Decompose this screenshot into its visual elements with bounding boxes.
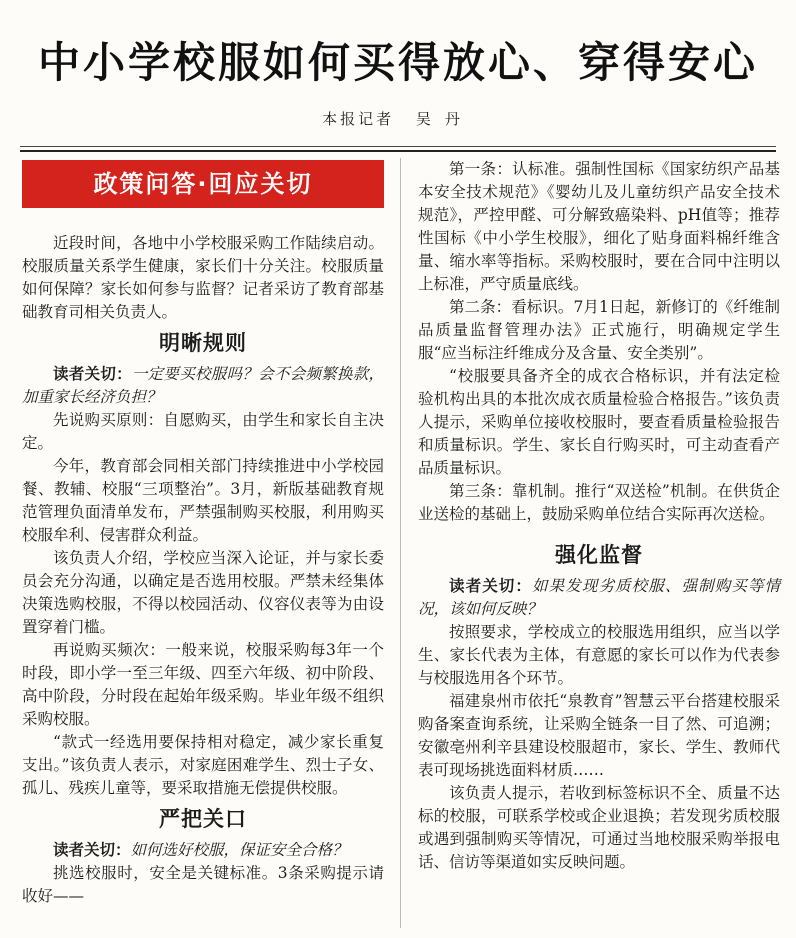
reader-question-1 — [22, 362, 384, 409]
intro-paragraph: 近段时间，各地中小学校服采购工作陆续启动。校服质量关系学生健康，家长们十分关注。校服质量如何保障？家长如何参与监督？记者采访了教育部基础教育司相关负责人。 — [22, 234, 384, 321]
section-banner: 政策问答·回应关切 — [22, 160, 384, 208]
question-text: 如何选好校服，保证安全合格？ — [130, 841, 348, 859]
body-paragraph: 挑选校服时，安全是关键标准。3条采购提示请收好—— — [22, 864, 384, 905]
section-heading-2: 严把关口 — [159, 807, 247, 831]
body-paragraph: 该负责人提示，若收到标签标识不全、质量不达标的校服，可联系学校或企业退换；若发现劣质校服或遇到强制购买等情况，可通过当地校服采购举报电话、信访等渠道如实反映问题。 — [418, 784, 780, 871]
body-paragraph: 今年，教育部会同相关部门持续推进中小学校园餐、教辅、校服“三项整治”。3月，新版基础教育规范管理负面清单发布，严禁强制购买校服，利用购买校服牟利、侵害群众利益。 — [22, 457, 384, 544]
body-paragraph: 第三条：靠机制。推行“双送检”机制。在供货企业送检的基础上，鼓励采购单位结合实际再次送检。 — [418, 482, 780, 523]
headline: 中小学校服如何买得放心、穿得安心 — [37, 38, 758, 87]
body-paragraph: 先说购买原则：自愿购买，由学生和家长自主决定。 — [22, 411, 384, 452]
section-heading-1: 明晰规则 — [159, 331, 247, 355]
body-paragraph: 再说购买频次：一般来说，校服采购每3年一个时段，即小学一至三年级、四至六年级、初中阶段、高中阶段，分时段在起始年级采购。毕业年级不组织采购校服。 — [22, 641, 384, 728]
body-paragraph: 第二条：看标识。7月1日起，新修订的《纤维制品质量监督管理办法》正式施行，明确规定学生服“应当标注纤维成分及含量、安全类别”。 — [418, 298, 780, 362]
question-text: 如果发现劣质校服、强制购买等情况，该如何反映？ — [418, 577, 780, 618]
body-paragraph: “款式一经选用要保持相对稳定，减少家长重复支出。”该负责人表示，对家庭困难学生、烈士子女、孤儿、残疾儿童等，要采取措施无偿提供校服。 — [22, 733, 384, 797]
column-divider — [400, 158, 401, 928]
right-column — [418, 158, 780, 874]
question-label: 读者关切： — [449, 576, 533, 595]
header-rule-thick — [20, 150, 776, 152]
header-rule-thin — [20, 146, 776, 147]
left-column — [22, 158, 384, 908]
body-paragraph: 该负责人介绍，学校应当深入论证，并与家长委员会充分沟通，以确定是否选用校服。严禁未经集体决策选购校服，不得以校园活动、仪容仪表等为由设置穿着门槛。 — [22, 549, 384, 636]
body-paragraph: “校服要具备齐全的成衣合格标识，并有法定检验机构出具的本批次成衣质量检验合格报告。”该负责人提示，采购单位接收校服时，要查看质量检验报告和质量标识。学生、家长自行购买时，可主动查看产品质量标识。 — [418, 367, 780, 477]
reader-question-3 — [418, 574, 780, 621]
reader-question-2 — [22, 838, 384, 862]
question-text: 一定要买校服吗？会不会频繁换款，加重家长经济负担？ — [22, 365, 384, 406]
body-paragraph: 福建泉州市依托“泉教育”智慧云平台搭建校服采购备案查询系统，让采购全链条一目了然、可追溯；安徽亳州利辛县建设校服超市，家长、学生、教师代表可现场挑选面料材质…… — [418, 692, 780, 779]
body-paragraph: 按照要求，学校成立的校服选用组织，应当以学生、家长代表为主体，有意愿的家长可以作为代表参与校服选用各个环节。 — [418, 623, 780, 687]
byline-prefix: 本报记者 — [322, 110, 395, 128]
byline — [0, 108, 796, 129]
reporter-name: 吴丹 — [415, 110, 474, 128]
question-label: 读者关切： — [53, 840, 131, 859]
question-label: 读者关切： — [53, 364, 132, 383]
section-heading-3: 强化监督 — [555, 543, 643, 567]
body-paragraph: 第一条：认标准。强制性国标《国家纺织产品基本安全技术规范》《婴幼儿及儿童纺织产品安全技术规范》，严控甲醛、可分解致癌染料、pH值等；推荐性国标《中小学生校服》，细化了贴身面料棉纤维含量、缩水率等指标。采购校服时，要在合同中注明以上标准，严守质量底线。 — [418, 160, 780, 293]
